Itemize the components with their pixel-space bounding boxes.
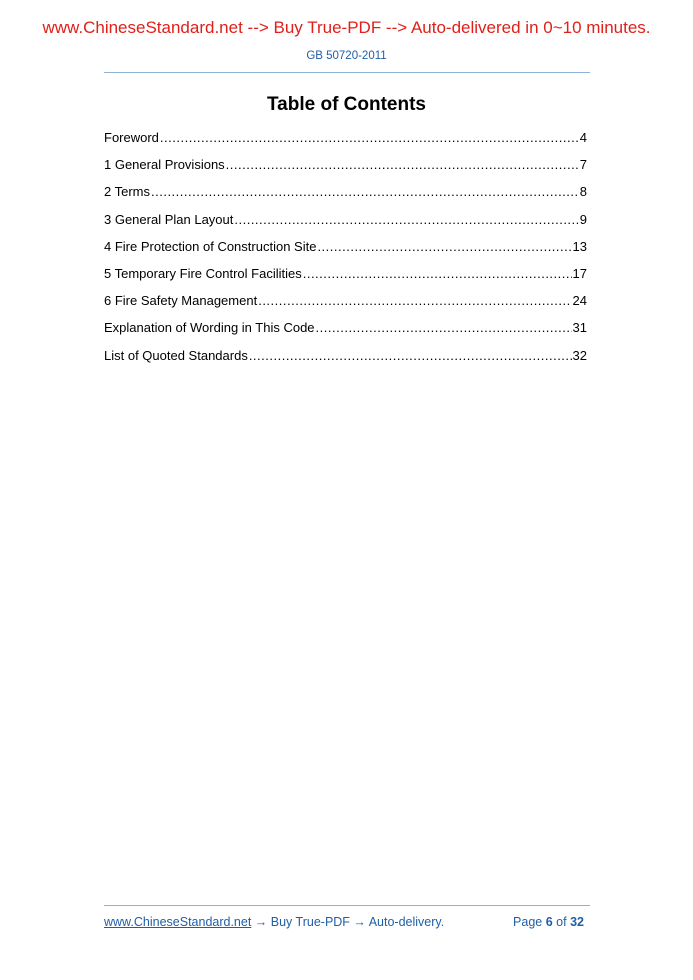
- toc-entry-page: 13: [572, 238, 587, 254]
- toc-entry-label: 6 Fire Safety Management: [104, 293, 258, 309]
- toc-dot-leader: [151, 182, 579, 202]
- page-footer: [104, 915, 584, 929]
- toc-entry-label: 5 Temporary Fire Control Facilities: [104, 265, 302, 281]
- toc-list: [104, 128, 587, 373]
- toc-dot-leader: [249, 346, 572, 366]
- toc-dot-leader: [303, 264, 572, 284]
- toc-entry-general-provisions[interactable]: [104, 155, 587, 182]
- page-of: of: [556, 915, 567, 929]
- toc-entry-label: 4 Fire Protection of Construction Site: [104, 238, 317, 254]
- page-word: Page: [513, 915, 543, 929]
- toc-entry-page: 24: [572, 293, 587, 309]
- toc-entry-label: Explanation of Wording in This Code: [104, 320, 315, 336]
- top-banner: www.ChineseStandard.net --> Buy True-PDF --> Auto-delivered in 0~10 minutes.: [42, 18, 651, 37]
- toc-dot-leader: [226, 155, 579, 175]
- toc-entry-page: 32: [572, 347, 587, 363]
- toc-dot-leader: [234, 210, 578, 230]
- toc-entry-page: 17: [572, 265, 587, 281]
- page-indicator: [513, 915, 584, 929]
- toc-entry-label: 3 General Plan Layout: [104, 211, 234, 227]
- toc-entry-page: 9: [579, 211, 587, 227]
- footer-tagline: → Buy True-PDF → Auto-delivery.: [251, 915, 445, 929]
- toc-entry-label: List of Quoted Standards: [104, 347, 248, 363]
- toc-entry-fire-protection[interactable]: [104, 237, 587, 264]
- toc-entry-page: 7: [579, 157, 587, 173]
- toc-entry-explanation-of-wording[interactable]: [104, 318, 587, 345]
- toc-entry-label: 2 Terms: [104, 184, 150, 200]
- header-divider: [104, 72, 590, 73]
- toc-dot-leader: [160, 128, 579, 148]
- toc-dot-leader: [317, 237, 571, 257]
- toc-entry-quoted-standards[interactable]: [104, 346, 587, 373]
- toc-entry-page: 4: [579, 130, 587, 145]
- toc-dot-leader: [316, 318, 572, 338]
- toc-entry-label: Foreword: [104, 130, 159, 145]
- toc-title: Table of Contents: [266, 94, 427, 115]
- document-code: GB 50720-2011: [306, 50, 387, 62]
- toc-entry-temporary-fire-control[interactable]: [104, 264, 587, 291]
- toc-entry-page: 31: [572, 320, 587, 336]
- toc-dot-leader: [258, 291, 571, 311]
- page-current: 6: [545, 915, 553, 929]
- toc-entry-page: 8: [579, 184, 587, 200]
- page-total: 32: [570, 915, 584, 929]
- toc-entry-fire-safety-management[interactable]: [104, 291, 587, 318]
- toc-entry-foreword[interactable]: [104, 128, 587, 155]
- toc-entry-terms[interactable]: [104, 182, 587, 209]
- footer-site-link[interactable]: www.ChineseStandard.net: [104, 915, 252, 929]
- toc-entry-label: 1 General Provisions: [104, 157, 225, 173]
- footer-divider: [104, 905, 590, 906]
- toc-entry-general-plan-layout[interactable]: [104, 210, 587, 237]
